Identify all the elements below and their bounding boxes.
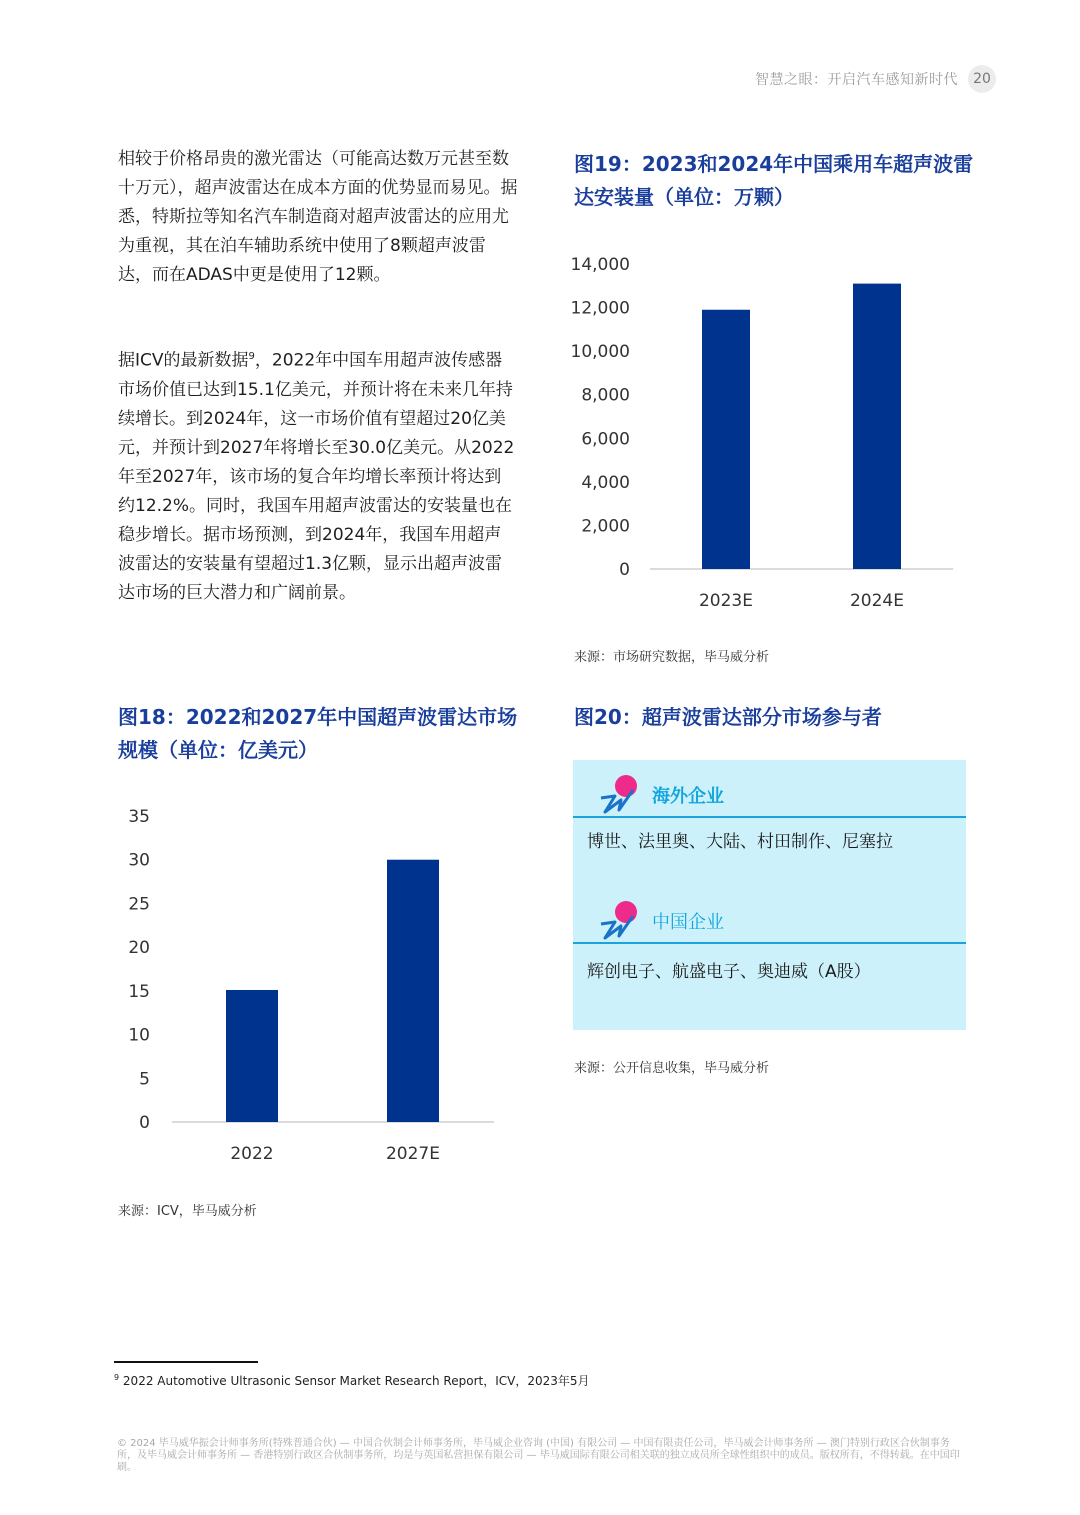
fig19-ytick-label: 8,000	[581, 385, 630, 406]
fig18-ytick-label: 15	[128, 981, 150, 1002]
china-group-header	[573, 886, 966, 944]
fig19-xtick-label: 2024E	[849, 591, 905, 611]
fig18-ytick-label: 0	[139, 1113, 150, 1133]
fig20-source: 来源：公开信息收集，毕马威分析	[574, 1061, 770, 1076]
footnote-ref[interactable]: 9	[248, 351, 255, 362]
fig18-title: 图18：2022和2027年中国超声波雷达市场规模（单位：亿美元）	[118, 705, 518, 762]
fig19-ytick-label: 14,000	[570, 255, 630, 275]
divider	[573, 816, 966, 818]
footnote-divider	[114, 1361, 258, 1363]
paragraph-2-rest: ，2022年中国车用超声波传感器市场价值已达到15.1亿美元，并预计将在未来几年持续增长。到2024年，这一市场价值有望超过20亿美元，并预计到2027年将增长至30.0亿美元。从2022年至2027年，该市场的复合年均增长率预计将达到约12.2%。同时，我国车用超声波雷达的安装量也在稳步增长。据市场预测，到2024年，我国车用超声波雷达的安装量有望超过1.3亿颗，显示出超声波雷达市场的巨大潜力和广阔前景。	[118, 350, 515, 603]
fig18-source: 来源：ICV，毕马威分析	[118, 1204, 257, 1219]
fig18-bar-chart	[110, 798, 510, 1173]
market-participants-panel	[573, 760, 966, 1030]
company-logo-icon	[597, 774, 641, 814]
footnote-text: 2022 Automotive Ultrasonic Sensor Market Research Report，ICV，2023年5月	[122, 1374, 590, 1388]
fig20-title: 图20：超声波雷达部分市场参与者	[574, 705, 882, 729]
fig19-ytick-label: 10,000	[570, 342, 630, 363]
page-number: 20	[968, 65, 996, 93]
fig19-ytick-label: 6,000	[581, 429, 630, 450]
fig18-xtick-label: 2022	[230, 1144, 274, 1164]
page-header	[755, 66, 996, 92]
fig18-ytick-label: 30	[128, 850, 150, 871]
fig19-ytick-label: 4,000	[581, 472, 630, 493]
fig19-source: 来源：市场研究数据，毕马威分析	[574, 650, 770, 665]
copyright-notice: © 2024 毕马威华振会计师事务所(特殊普通合伙) — 中国合伙制会计师事务所，毕马威企业咨询 (中国) 有限公司 — 中国有限责任公司，毕马威会计师事务所 — 澳门特别行政区合伙制事务所，及毕马威会计师事务所 — 香港特别行政区合伙制事务所，均是与英国私营担保有限公司 — 毕马威国际有限公司相关联的独立成员所全球性组织中的成员。版权所有，不得转载。在中国印刷。	[117, 1438, 960, 1473]
fig19-ytick-label: 12,000	[570, 298, 630, 319]
overseas-label: 海外企业	[652, 786, 724, 807]
fig18-ytick-label: 5	[139, 1069, 150, 1090]
fig18-ytick-label: 10	[128, 1025, 150, 1046]
fig19-bar-chart	[560, 245, 970, 620]
china-label: 中国企业	[652, 912, 724, 933]
company-logo-icon	[597, 900, 641, 940]
fig19-ytick-label: 0	[619, 560, 630, 580]
paragraph-2	[118, 342, 518, 608]
fig18-bar-2027E	[387, 860, 439, 1122]
fig19-title: 图19：2023和2024年中国乘用车超声波雷达安装量（单位：万颗）	[574, 152, 974, 209]
report-title: 智慧之眼：开启汽车感知新时代	[755, 72, 958, 88]
footnote	[114, 1372, 590, 1389]
fig18-bar-2022	[226, 990, 278, 1122]
fig19-xtick-label: 2023E	[698, 591, 754, 611]
overseas-companies: 博世、法里奥、大陆、村田制作、尼塞拉	[587, 832, 893, 852]
divider	[573, 942, 966, 944]
fig19-ytick-label: 2,000	[581, 516, 630, 537]
fig18-ytick-label: 20	[128, 938, 150, 959]
fig18-ytick-label: 25	[128, 894, 150, 915]
china-companies: 辉创电子、航盛电子、奥迪威（A股）	[587, 962, 871, 982]
overseas-group-header	[573, 760, 966, 818]
paragraph-1: 相较于价格昂贵的激光雷达（可能高达数万元甚至数十万元），超声波雷达在成本方面的优势显而易见。据悉，特斯拉等知名汽车制造商对超声波雷达的应用尤为重视，其在泊车辅助系统中使用了8颗超声波雷达，而在ADAS中更是使用了12颗。	[118, 149, 518, 285]
fig18-xtick-label: 2027E	[385, 1144, 441, 1164]
fig19-bar-2024E	[853, 284, 901, 569]
paragraph-2-start: 据ICV的最新数据	[118, 350, 249, 371]
footnote-marker: 9	[114, 1373, 120, 1382]
fig18-ytick-label: 35	[128, 807, 150, 827]
fig19-bar-2023E	[702, 310, 750, 569]
